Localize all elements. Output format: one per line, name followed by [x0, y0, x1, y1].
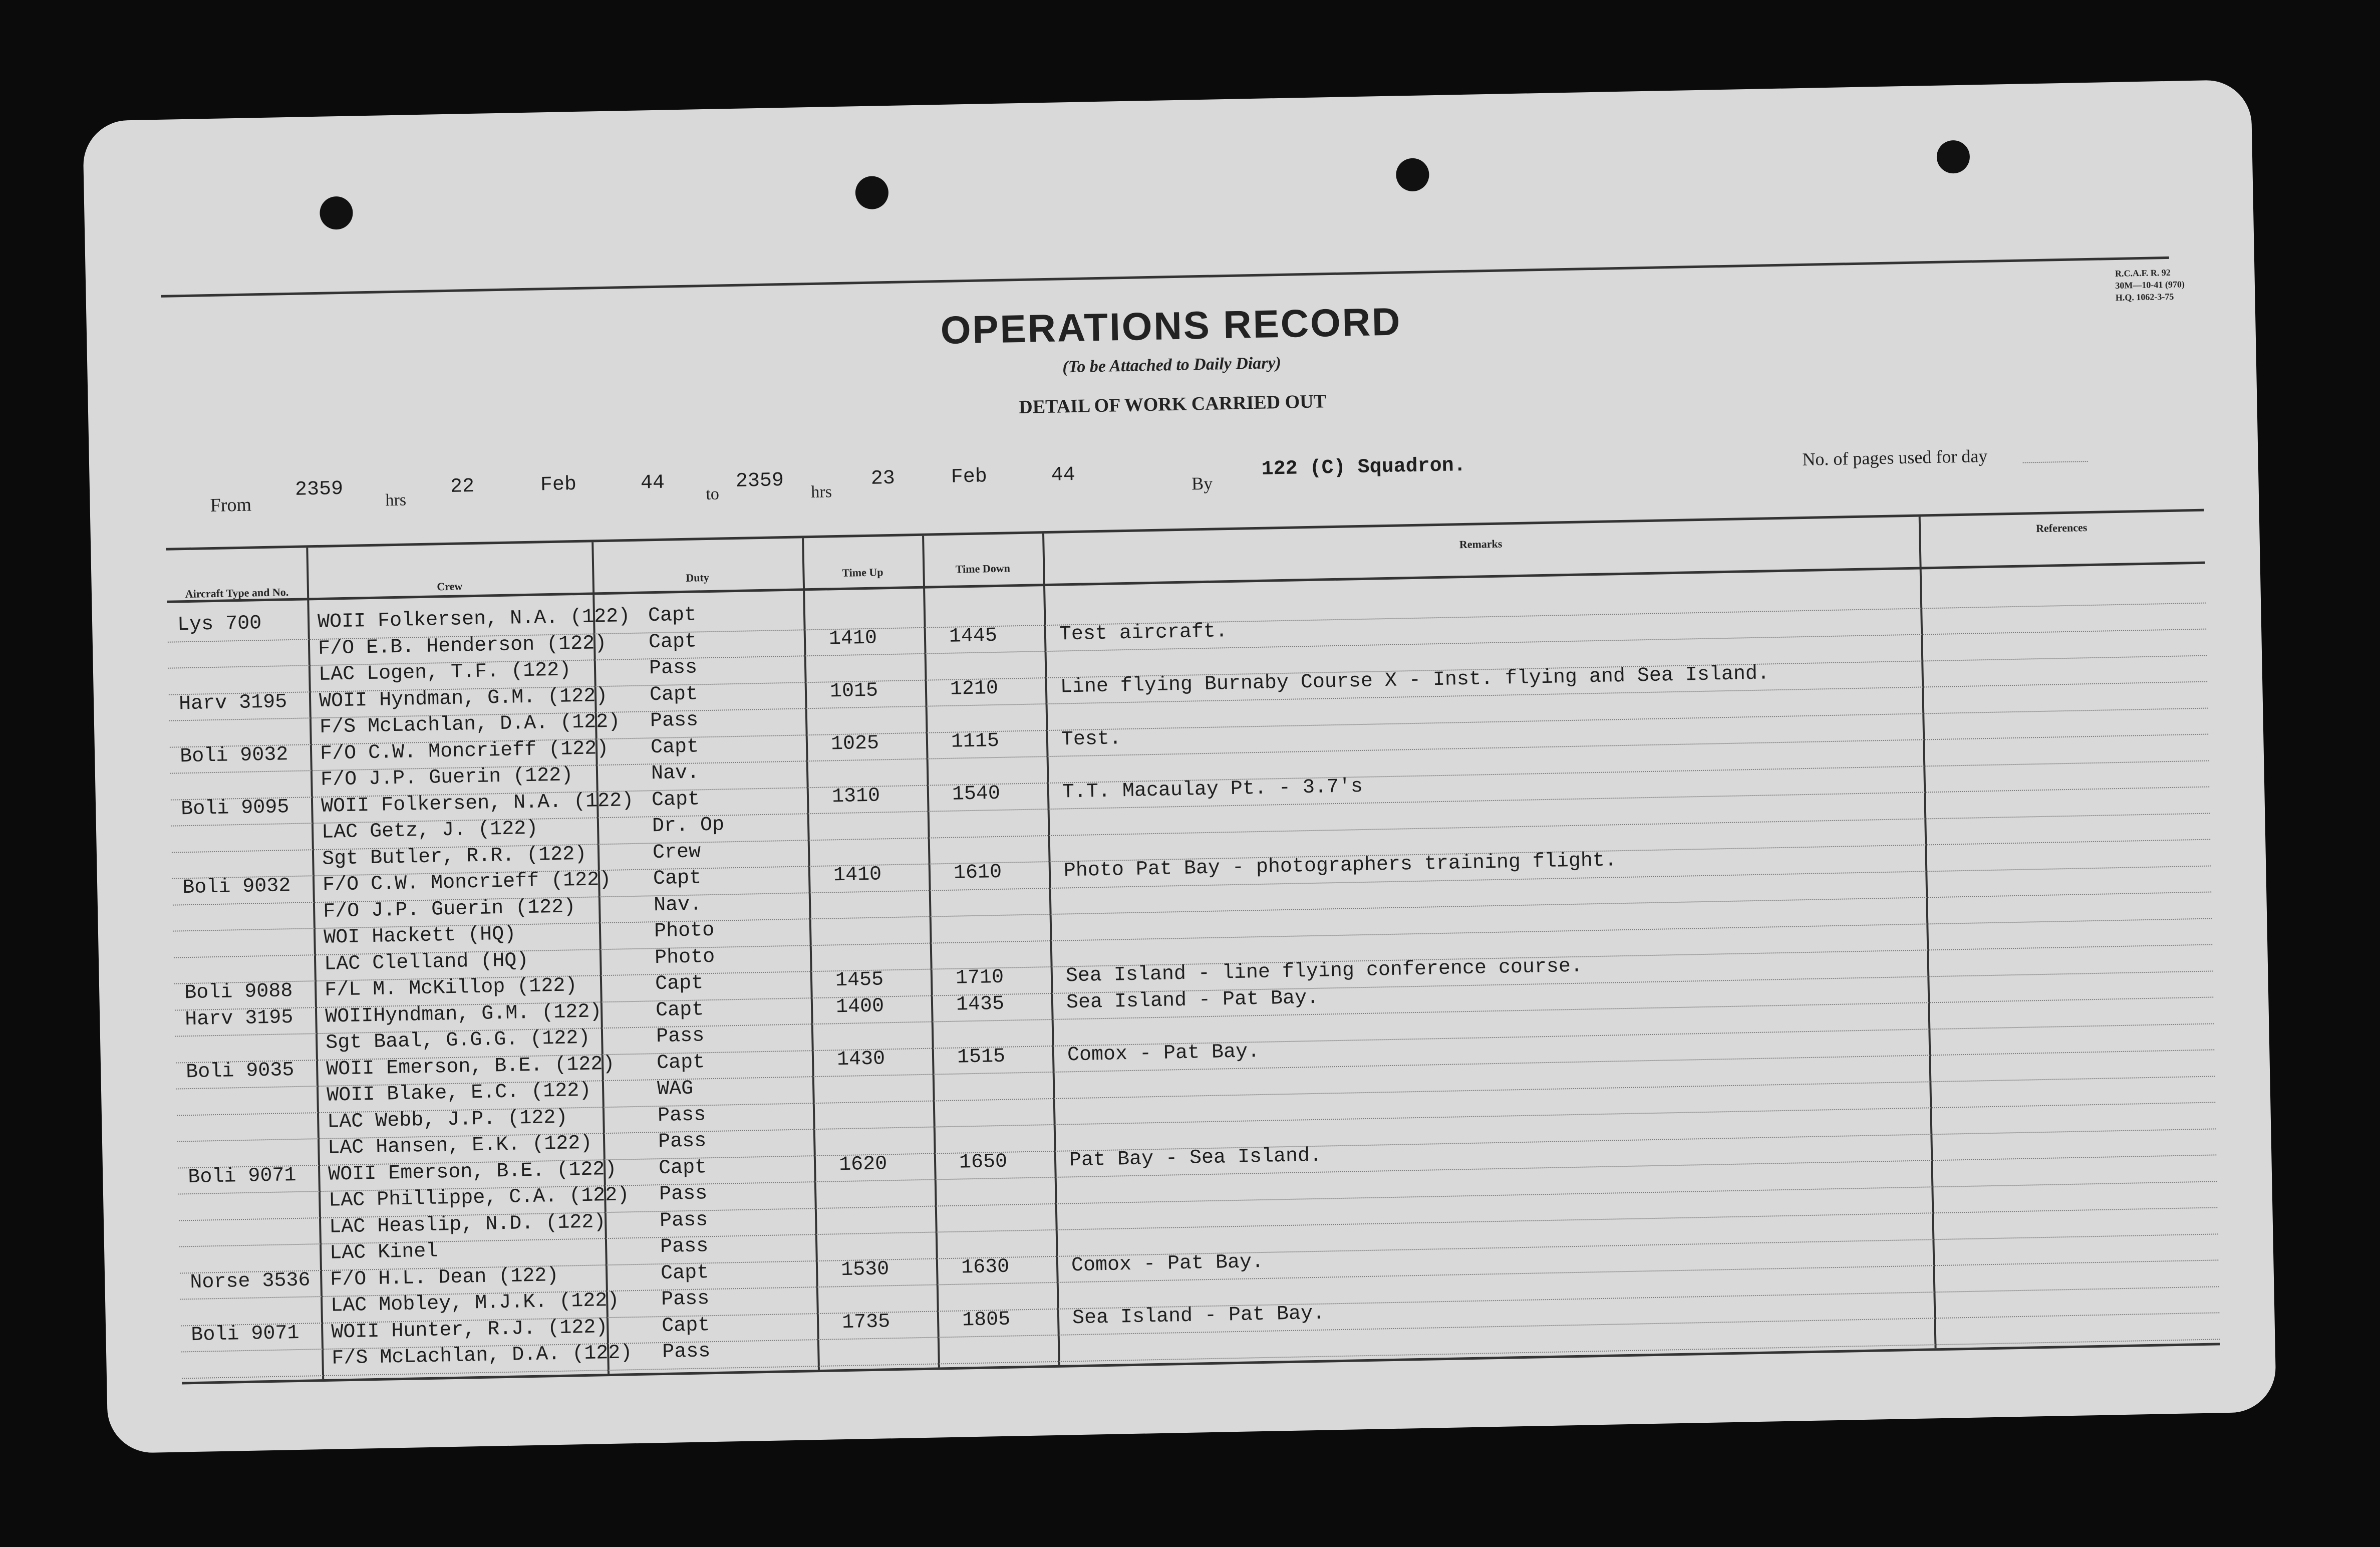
cell-down: 1515: [957, 1045, 1006, 1069]
from-time: 2359: [294, 477, 344, 501]
cell-down: 1210: [950, 677, 999, 701]
cell-crew: F/O C.W. Moncrieff (122): [322, 868, 612, 897]
detail-heading: DETAIL OF WORK CARRIED OUT: [1018, 391, 1327, 418]
cell-up: 1735: [841, 1310, 890, 1334]
cell-duty: Nav.: [651, 761, 700, 786]
cell-remarks: Sea Island - Pat Bay.: [1072, 1302, 1325, 1330]
from-year: 44: [640, 471, 665, 495]
to-time: 2359: [735, 469, 784, 493]
cell-duty: Photo: [654, 945, 715, 969]
cell-down: 1540: [952, 782, 1001, 806]
from-day: 22: [450, 475, 475, 498]
cell-crew: Sgt Butler, R.R. (122): [322, 843, 587, 871]
cell-duty: Capt: [660, 1261, 709, 1285]
cell-duty: Pass: [649, 656, 698, 680]
cell-crew: LAC Clelland (HQ): [324, 949, 529, 976]
cell-down: 1610: [953, 861, 1002, 885]
cell-duty: Dr. Op: [652, 814, 725, 838]
cell-crew: LAC Heaslip, N.D. (122): [329, 1210, 606, 1239]
cell-crew: F/S McLachlan, D.A. (122): [331, 1342, 633, 1370]
cell-duty: Capt: [661, 1314, 710, 1338]
operations-record-card: [83, 80, 2276, 1454]
column-divider: [1919, 517, 1937, 1349]
punch-hole: [320, 196, 353, 229]
cell-up: 1530: [840, 1257, 889, 1281]
header-time-down: Time Down: [955, 562, 1011, 576]
cell-duty: Pass: [660, 1235, 709, 1259]
form-code-line: 30M—10-41 (970): [2115, 279, 2185, 291]
hrs-label: hrs: [385, 490, 407, 510]
cell-remarks: Test.: [1061, 727, 1122, 751]
cell-aircraft: Boli 9035: [185, 1059, 294, 1084]
by-label: By: [1191, 473, 1213, 494]
cell-crew: F/O E.B. Henderson (122): [318, 632, 607, 660]
cell-crew: WOIIHyndman, G.M. (122): [325, 1000, 602, 1028]
cell-crew: WOII Hunter, R.J. (122): [331, 1316, 608, 1344]
cell-aircraft: Harv 3195: [184, 1006, 293, 1031]
cell-duty: Capt: [655, 972, 704, 996]
cell-crew: F/S McLachlan, D.A. (122): [319, 710, 621, 739]
pages-used-label: No. of pages used for day: [1802, 445, 1988, 470]
column-divider: [1042, 534, 1060, 1365]
cell-duty: Pass: [659, 1208, 708, 1232]
cell-crew: F/O C.W. Moncrieff (122): [320, 737, 609, 765]
cell-crew: WOII Hyndman, G.M. (122): [319, 684, 608, 713]
cell-duty: Capt: [651, 788, 700, 812]
header-remarks: Remarks: [1459, 537, 1503, 551]
cell-remarks: Comox - Pat Bay.: [1071, 1250, 1264, 1277]
cell-crew: LAC Logen, T.F. (122): [318, 659, 571, 686]
cell-duty: WAG: [657, 1077, 694, 1101]
header-references: References: [2035, 521, 2088, 535]
cell-remarks: Comox - Pat Bay.: [1067, 1040, 1260, 1067]
cell-duty: Pass: [659, 1182, 708, 1206]
cell-aircraft: Boli 9071: [187, 1164, 296, 1189]
cell-up: 1455: [835, 968, 884, 992]
cell-crew: LAC Mobley, M.J.K. (122): [330, 1289, 620, 1318]
cell-down: 1650: [959, 1150, 1008, 1174]
squadron: 122 (C) Squadron.: [1261, 454, 1466, 481]
cell-remarks: Line flying Burnaby Course X - Inst. flying and Sea Island.: [1060, 662, 1770, 699]
cell-up: 1430: [836, 1047, 885, 1071]
form-code: [2115, 266, 2185, 304]
to-label: to: [706, 484, 720, 504]
cell-duty: Capt: [648, 604, 697, 628]
cell-duty: Pass: [661, 1287, 710, 1312]
cell-duty: Capt: [653, 867, 702, 891]
cell-remarks: Pat Bay - Sea Island.: [1069, 1144, 1322, 1172]
punch-hole: [1396, 158, 1429, 191]
cell-crew: WOI Hackett (HQ): [323, 923, 516, 949]
page-title: OPERATIONS RECORD: [940, 299, 1402, 352]
pages-used-field: [2023, 461, 2088, 463]
column-divider: [922, 536, 940, 1368]
header-aircraft: Aircraft Type and No.: [185, 586, 289, 601]
cell-duty: Pass: [662, 1340, 711, 1364]
cell-crew: F/O H.L. Dean (122): [330, 1264, 559, 1292]
cell-down: 1115: [951, 729, 1000, 753]
cell-duty: Pass: [656, 1024, 705, 1049]
cell-up: 1015: [829, 679, 878, 703]
header-time-up: Time Up: [842, 566, 883, 579]
cell-crew: WOII Emerson, B.E. (122): [328, 1158, 617, 1186]
cell-crew: LAC Hansen, E.K. (122): [327, 1132, 592, 1160]
cell-crew: F/L M. McKillop (122): [324, 974, 577, 1002]
cell-down: 1445: [949, 624, 998, 648]
to-year: 44: [1051, 463, 1076, 487]
cell-remarks: Sea Island - Pat Bay.: [1066, 986, 1319, 1014]
form-code-line: H.Q. 1062-3-75: [2115, 291, 2174, 303]
punch-hole: [1936, 140, 1970, 173]
cell-aircraft: Norse 3536: [189, 1269, 311, 1294]
cell-aircraft: Boli 9032: [179, 743, 288, 768]
cell-remarks: Photo Pat Bay - photographers training flight.: [1063, 849, 1617, 883]
cell-crew: F/O J.P. Guerin (122): [320, 764, 573, 792]
cell-duty: Capt: [655, 998, 704, 1022]
cell-crew: WOII Emerson, B.E. (122): [326, 1053, 615, 1081]
header-crew: Crew: [437, 580, 463, 593]
from-month: Feb: [540, 473, 577, 497]
cell-aircraft: Boli 9071: [190, 1322, 300, 1347]
cell-duty: Pass: [657, 1103, 706, 1127]
cell-aircraft: Harv 3195: [178, 690, 287, 715]
cell-duty: Capt: [648, 630, 697, 654]
cell-duty: Crew: [652, 840, 701, 864]
cell-down: 1435: [956, 992, 1005, 1016]
cell-aircraft: Boli 9032: [182, 875, 291, 900]
cell-crew: WOII Blake, E.C. (122): [326, 1079, 591, 1107]
cell-aircraft: Boli 9088: [184, 980, 293, 1005]
to-day: 23: [870, 467, 896, 490]
cell-duty: Pass: [650, 709, 699, 733]
cell-crew: WOII Folkersen, N.A. (122): [321, 789, 634, 818]
cell-duty: Nav.: [653, 893, 702, 917]
form-code-line: R.C.A.F. R. 92: [2115, 267, 2171, 279]
cell-up: 1620: [838, 1152, 887, 1176]
page-subtitle: (To be Attached to Daily Diary): [1062, 353, 1282, 377]
cell-down: 1805: [962, 1308, 1011, 1332]
cell-crew: LAC Kinel: [329, 1240, 438, 1265]
header-duty: Duty: [686, 571, 710, 584]
cell-duty: Capt: [649, 682, 698, 706]
cell-crew: WOII Folkersen, N.A. (122): [317, 605, 631, 634]
cell-up: 1410: [833, 863, 882, 887]
hrs-label: hrs: [810, 482, 832, 502]
cell-duty: Pass: [658, 1130, 707, 1154]
from-label: From: [210, 494, 252, 517]
cell-remarks: Sea Island - line flying conference course.: [1065, 955, 1583, 988]
cell-crew: LAC Getz, J. (122): [321, 817, 538, 844]
cell-crew: Sgt Baal, G.G.G. (122): [325, 1026, 590, 1055]
cell-aircraft: Lys 700: [177, 612, 262, 637]
cell-up: 1410: [828, 627, 877, 650]
column-divider: [802, 538, 820, 1370]
cell-aircraft: Boli 9095: [180, 796, 289, 821]
to-month: Feb: [951, 465, 988, 489]
cell-duty: Capt: [658, 1156, 707, 1180]
column-divider: [591, 542, 610, 1374]
cell-remarks: T.T. Macaulay Pt. - 3.7's: [1062, 775, 1363, 804]
cell-down: 1630: [961, 1255, 1010, 1279]
cell-duty: Photo: [654, 919, 715, 943]
cell-duty: Capt: [656, 1051, 705, 1075]
cell-up: 1400: [835, 994, 884, 1018]
cell-up: 1025: [830, 732, 879, 755]
cell-crew: LAC Webb, J.P. (122): [327, 1106, 568, 1134]
cell-up: 1310: [831, 784, 880, 808]
punch-hole: [855, 176, 888, 209]
cell-crew: LAC Phillippe, C.A. (122): [328, 1184, 630, 1212]
cell-down: 1710: [955, 966, 1004, 990]
cell-remarks: Test aircraft.: [1059, 620, 1228, 646]
cell-duty: Capt: [650, 735, 699, 759]
cell-crew: F/O J.P. Guerin (122): [323, 895, 576, 923]
